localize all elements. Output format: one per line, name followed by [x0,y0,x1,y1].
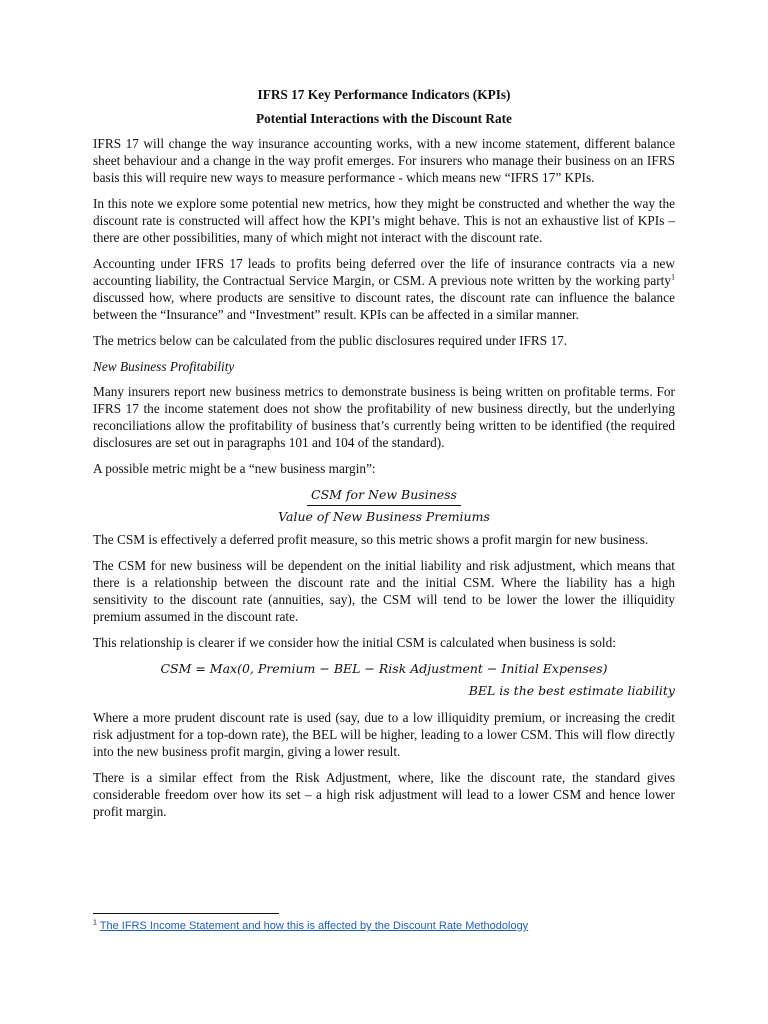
paragraph-accounting-part1: Accounting under IFRS 17 leads to profits being deferred over the life of insurance contracts via a new accounting liability, the Contractual Service Margin, or CSM. A previous note written by the working party [93,256,675,288]
footnote-divider [93,913,279,914]
section-heading: New Business Profitability [93,359,235,374]
paragraph-csm-deferred: The CSM is effectively a deferred profit measure, so this metric shows a profit margin for new business. [93,532,649,547]
document-title: IFRS 17 Key Performance Indicators (KPIs) [257,87,511,102]
equation-csm: CSM = Max(0, Premium − BEL − Risk Adjustment − Initial Expenses) [160,661,608,676]
equation-numerator: CSM for New Business [307,486,461,506]
equation-note: BEL is the best estimate liability [468,683,675,698]
paragraph-accounting [93,255,675,323]
paragraph-accounting-part2: discussed how, where products are sensitive to discount rates, the discount rate can influence the balance between the “Insurance” and “Investment” result. KPIs can be affected in a similar manner. [93,290,675,322]
paragraph-risk-adjustment: There is a similar effect from the Risk Adjustment, where, like the discount rate, the standard gives considerable freedom over how its set – a high risk adjustment will lead to a lower CSM and hence lower profit margin. [93,770,675,819]
paragraph-metrics: The metrics below can be calculated from the public disclosures required under IFRS 17. [93,333,568,348]
footnote-reference[interactable]: 1 [671,272,675,282]
equation-denominator: Value of New Business Premiums [278,509,490,524]
footnote-link[interactable]: The IFRS Income Statement and how this is affected by the Discount Rate Methodology [99,920,529,932]
document-body [93,86,675,829]
paragraph-metric-intro: A possible metric might be a “new business margin”: [93,461,376,476]
paragraph-relationship: This relationship is clearer if we consider how the initial CSM is calculated when business is sold: [93,635,616,650]
paragraph-new-business: Many insurers report new business metrics to demonstrate business is being written on profitable terms. For IFRS 17 the income statement does not show the profitability of new business directly, but the underlying reconciliations allow the profitability of business that’s currently being written to be identified (the required disclosures are set out in paragraphs 101 and 104 of the standard). [93,384,675,450]
footnote [93,920,693,932]
paragraph-csm-dependency: The CSM for new business will be dependent on the initial liability and risk adjustment, which means that there is a relationship between the discount rate and the initial CSM. Where the liability has a high sensitivity to the discount rate (annuities, say), the CSM will tend to be lower the lower the illiquidity premium assumed in the discount rate. [93,558,675,624]
paragraph-intro: IFRS 17 will change the way insurance accounting works, with a new income statement, different balance sheet behaviour and a change in the way profit emerges. For insurers who manage their business on an IFRS basis this will require new ways to measure performance - which means new “IFRS 17” KPIs. [93,136,675,185]
paragraph-explore: In this note we explore some potential new metrics, how they might be constructed and whether the way the discount rate is constructed will affect how the KPI’s might behave. This is not an exhaustive list of KPIs – there are other possibilities, many of which might not interact with the discount rate. [93,196,675,245]
footnote-number: 1 [93,919,97,927]
paragraph-prudent-rate: Where a more prudent discount rate is used (say, due to a low illiquidity premium, or increasing the credit risk adjustment for a top-down rate), the BEL will be higher, leading to a lower CSM. This will flow directly into the new business profit margin, giving a lower result. [93,710,675,759]
document-subtitle: Potential Interactions with the Discount Rate [256,111,512,126]
equation-new-business-margin [93,486,675,525]
